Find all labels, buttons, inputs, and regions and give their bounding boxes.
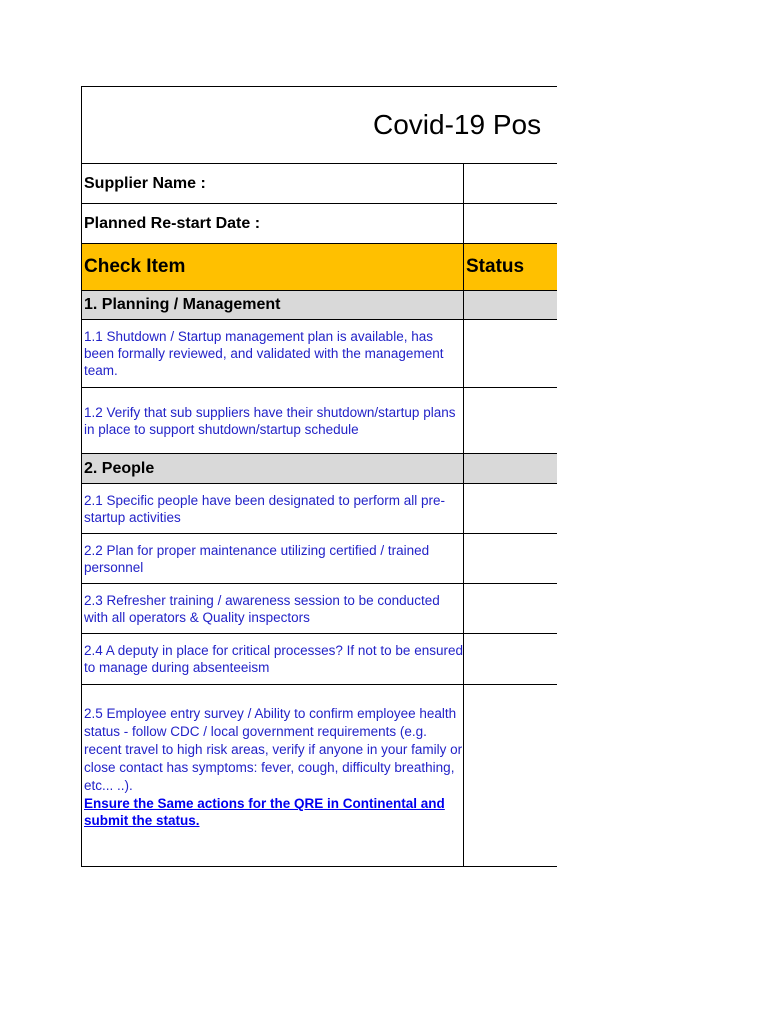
check-item-text: 2.5 Employee entry survey / Ability to confirm employee health status - follow CDC / local government requirements (e.g. recent travel to high risk areas, verify if anyone in your family or close contact has symptoms: fever, cough, difficulty breathing, etc... ..). <box>84 706 463 793</box>
restart-date-row <box>81 204 557 244</box>
table-header-row <box>81 244 557 291</box>
section-status-cell <box>464 454 557 484</box>
status-cell[interactable] <box>464 534 557 584</box>
table-row <box>81 320 557 388</box>
supplier-name-value-cell[interactable] <box>464 164 557 204</box>
supplier-name-row <box>81 164 557 204</box>
check-item-text: 1.1 Shutdown / Startup management plan is available, has been formally reviewed, and validated with the management team. <box>84 329 444 378</box>
table-row <box>81 534 557 584</box>
section-status-cell <box>464 291 557 320</box>
restart-date-label-cell <box>81 204 464 244</box>
check-item-cell <box>81 388 464 454</box>
status-cell[interactable] <box>464 584 557 634</box>
check-item-cell <box>81 685 464 867</box>
check-item-header-cell <box>81 244 464 291</box>
status-cell[interactable] <box>464 388 557 454</box>
supplier-name-label: Supplier Name : <box>84 174 206 192</box>
restart-date-value-cell[interactable] <box>464 204 557 244</box>
check-item-cell <box>81 584 464 634</box>
status-cell[interactable] <box>464 685 557 867</box>
status-cell[interactable] <box>464 634 557 685</box>
restart-date-label: Planned Re-start Date : <box>84 214 261 232</box>
status-header-cell <box>464 244 557 291</box>
supplier-name-label-cell <box>81 164 464 204</box>
check-item-text: 2.4 A deputy in place for critical processes? If not to be ensured to manage during absenteeism <box>84 643 463 675</box>
status-cell[interactable] <box>464 484 557 534</box>
check-item-header: Check Item <box>84 256 186 277</box>
check-item-text: 2.1 Specific people have been designated to perform all pre-startup activities <box>84 492 445 525</box>
check-item-cell <box>81 484 464 534</box>
qre-status-link[interactable]: Ensure the Same actions for the QRE in Continental and submit the status. <box>84 796 445 828</box>
check-item-cell <box>81 320 464 388</box>
table-row <box>81 484 557 534</box>
table-row <box>81 584 557 634</box>
check-item-text: 2.3 Refresher training / awareness session to be conducted with all operators & Quality inspectors <box>84 592 440 625</box>
table-row <box>81 634 557 685</box>
table-row <box>81 388 557 454</box>
check-item-text: 1.2 Verify that sub suppliers have their shutdown/startup plans in place to support shutdown/startup schedule <box>84 404 456 437</box>
section-title-cell <box>81 291 464 320</box>
check-item-text: 2.2 Plan for proper maintenance utilizing certified / trained personnel <box>84 542 430 575</box>
title-row <box>81 86 557 164</box>
section-title: 1. Planning / Management <box>84 296 281 313</box>
section-title: 2. People <box>84 459 155 477</box>
checklist-table <box>81 86 557 867</box>
status-cell[interactable] <box>464 320 557 388</box>
section-row <box>81 454 557 484</box>
table-row <box>81 685 557 867</box>
section-row <box>81 291 557 320</box>
document-title: Covid-19 Pos <box>373 109 542 140</box>
status-header: Status <box>466 256 525 277</box>
section-title-cell <box>81 454 464 484</box>
check-item-cell <box>81 534 464 584</box>
check-item-cell <box>81 634 464 685</box>
